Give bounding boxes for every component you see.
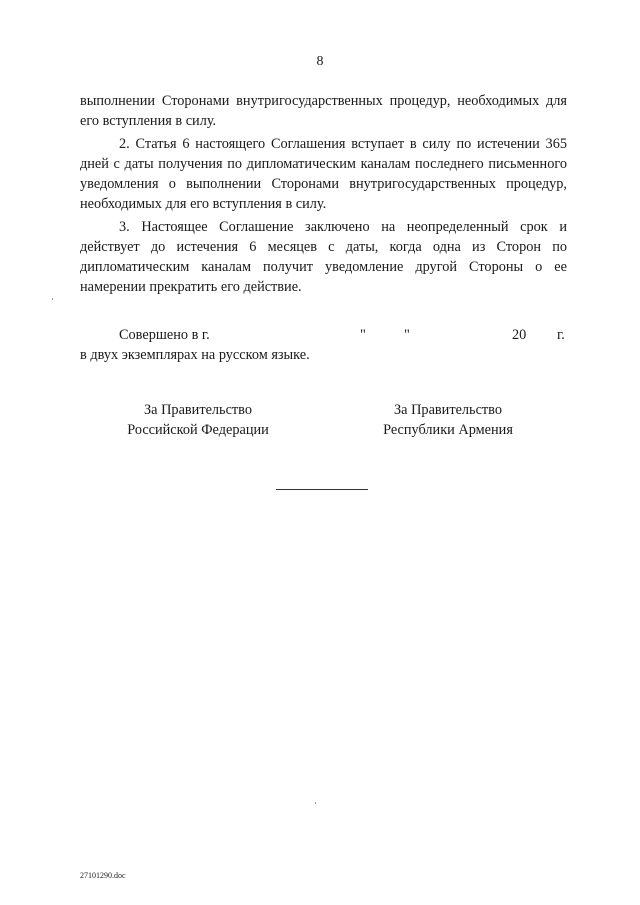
year-suffix: г. (557, 327, 565, 343)
scan-speck (315, 802, 316, 804)
year-prefix: 20 (512, 327, 527, 343)
done-at-label: Совершено в г. (119, 327, 210, 343)
signature-block-armenia (350, 400, 546, 440)
done-at-line (80, 325, 567, 345)
signature-left-line1: За Правительство (144, 402, 252, 418)
date-quote-close: " (404, 327, 410, 343)
page-number: 8 (316, 54, 324, 69)
paragraph-term: 3. Настоящее Соглашение заключено на неопределенный срок и действует до истечения 6 месяцев с даты, когда одна из Сторон по дипломатическим каналам получит уведомление другой Стороны о ее намерении прекратить его действие. (80, 219, 567, 295)
signature-right-line2: Республики Армения (383, 422, 513, 438)
signature-right-line1: За Правительство (394, 402, 502, 418)
copies-statement: в двух экземплярах на русском языке. (80, 347, 310, 363)
agreement-body (80, 91, 567, 297)
file-reference: 27101290.doc (80, 871, 126, 880)
date-quote-open: " (360, 327, 366, 343)
paragraph-continuation: выполнении Сторонами внутригосударственных процедур, необходимых для его вступления в силу. (80, 93, 567, 129)
paragraph-article-6-entry: 2. Статья 6 настоящего Соглашения вступает в силу по истечении 365 дней с даты получения по дипломатическим каналам последнего письменного уведомления о выполнении Сторонами внутригосударственных процедур, необходимых для его вступления в силу. (80, 136, 567, 212)
end-of-document-rule (276, 489, 368, 490)
signature-left-line2: Российской Федерации (127, 422, 269, 438)
scan-speck (52, 298, 53, 300)
signature-block-russia (100, 400, 296, 440)
